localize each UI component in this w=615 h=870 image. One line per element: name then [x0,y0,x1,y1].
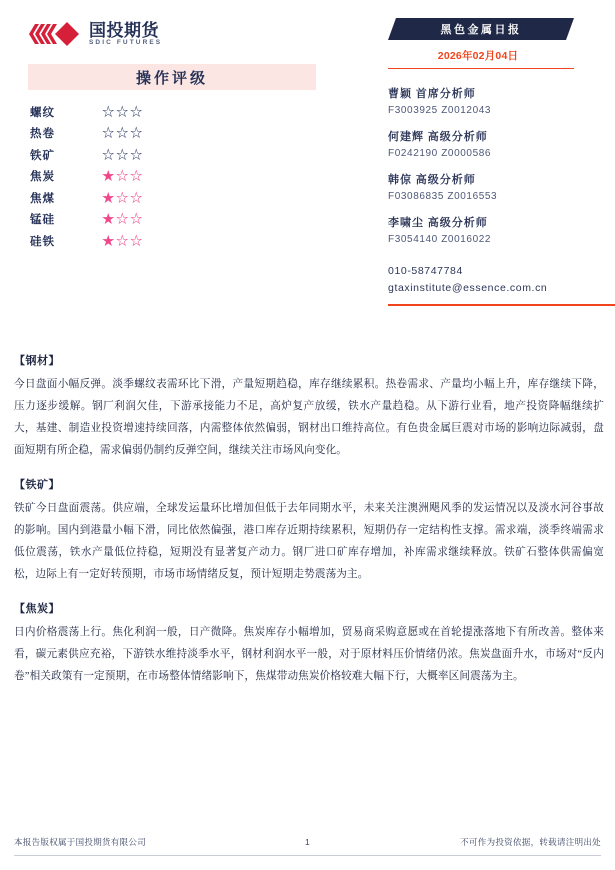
date-divider [388,68,574,69]
rating-panel-title-bar [28,64,316,90]
contact-divider [388,304,615,306]
rating-commodity-name: 锰硅 [30,214,55,227]
analyst-license-code: F0242190 Z0000586 [388,148,492,159]
analyst-name: 李啸尘 高级分析师 [388,217,488,229]
contact-phone: 010-58747784 [388,265,463,277]
report-title: 黑色金属日报 [440,24,522,36]
analyst-name: 韩倞 高级分析师 [388,174,476,186]
footer-page-number: 1 [304,837,310,847]
rating-commodity-name: 热卷 [30,128,55,141]
footer-disclaimer: 不可作为投资依据，转载请注明出处 [460,837,601,847]
rating-stars: ★☆☆ [102,233,145,248]
rating-commodity-name: 焦炭 [30,171,55,184]
header-left-column [0,0,340,252]
analyst-entry [388,172,615,206]
rating-row [30,101,340,123]
rating-row [30,230,340,252]
brand-logo [26,18,340,50]
footer-divider [14,855,601,856]
page-footer [14,834,601,856]
rating-commodity-name: 焦煤 [30,192,55,205]
rating-stars: ☆☆☆ [102,104,145,119]
section-iron-ore [14,476,604,586]
section-coke [14,600,604,688]
section-paragraph: 铁矿今日盘面震荡。供应端，全球发运量环比增加但低于去年同期水平，未来关注澳洲飓风季的发运情况以及淡水河谷事故的影响。国内到港量小幅下滑，同比依然偏强，港口库存近期持续累积，短期仍存一定结构性支撑。需求端，淡季终端需求低位震荡，铁水产量低位持稳，短期没有显著复产动力。钢厂进口矿库存增加，补库需求继续释放。铁矿石整体供需偏宽松，边际上有一定好转预期，市场市场情绪反复，预计短期走势震荡为主。 [14,503,604,580]
brand-name-en: SDIC FUTURES [89,38,163,46]
brand-name-cn: 国投期货 [89,20,159,40]
rating-row [30,209,340,231]
report-title-banner [388,18,574,40]
section-heading: 【铁矿】 [14,479,60,491]
section-heading: 【焦炭】 [14,603,60,615]
rating-stars: ☆☆☆ [102,147,145,162]
contact-block [388,263,615,297]
analyst-name: 曹颖 首席分析师 [388,88,476,100]
report-body [14,352,604,702]
rating-commodity-name: 铁矿 [30,149,55,162]
rating-stars: ★☆☆ [102,169,145,183]
analyst-entry [388,129,615,163]
footer-row [14,834,601,850]
analyst-license-code: F3003925 Z0012043 [388,105,492,116]
section-steel [14,352,604,462]
rating-commodity-name: 螺纹 [30,106,55,119]
rating-row [30,123,340,145]
analyst-license-code: F03086835 Z0016553 [388,191,498,202]
sdic-diamond-logo-icon [26,21,84,47]
report-header [0,0,615,350]
rating-stars: ★☆☆ [102,190,145,205]
analyst-list [388,86,615,249]
header-right-column [388,0,615,306]
footer-copyright: 本报告版权属于国投期货有限公司 [14,837,147,847]
rating-row [30,166,340,188]
analyst-entry [388,215,615,249]
rating-commodity-name: 硅铁 [30,235,55,248]
section-paragraph: 日内价格震荡上行。焦化利润一般，日产微降。焦炭库存小幅增加，贸易商采购意愿或在首轮提涨落地下有所改善。整体来看，碳元素供应充裕，下游铁水维持淡季水平，钢材利润水平一般，对于原材料压价情绪仍浓。焦炭盘面升水，市场对“反内卷”相关政策有一定预期，在市场整体情绪影响下，焦煤带动焦炭价格较难大幅下行，大概率区间震荡为主。 [14,627,604,682]
section-paragraph: 今日盘面小幅反弹。淡季螺纹表需环比下滑，产量短期趋稳，库存继续累积。热卷需求、产量均小幅上升，库存继续下降，压力逐步缓解。钢厂利润欠佳，下游承接能力不足，高炉复产放缓，铁水产量趋稳。从下游行业看，地产投资降幅继续扩大，基建、制造业投资增速持续回落，内需整体依然偏弱，钢材出口维持高位。有色贵金属巨震对市场的影响边际减弱，盘面短期有所企稳，需求偏弱仍制约反弹空间，继续关注市场风向变化。 [14,379,604,456]
report-date: 2026年02月04日 [437,50,519,62]
rating-list [30,101,340,252]
section-heading: 【钢材】 [14,355,60,367]
rating-row [30,187,340,209]
rating-stars: ★☆☆ [102,212,145,226]
rating-stars: ☆☆☆ [102,126,145,140]
analyst-entry [388,86,615,120]
rating-panel-title: 操作评级 [135,70,208,87]
analyst-license-code: F3054140 Z0016022 [388,234,492,245]
contact-email[interactable]: gtaxinstitute@essence.com.cn [388,282,548,294]
analyst-name: 何建辉 高级分析师 [388,131,488,143]
rating-row [30,144,340,166]
